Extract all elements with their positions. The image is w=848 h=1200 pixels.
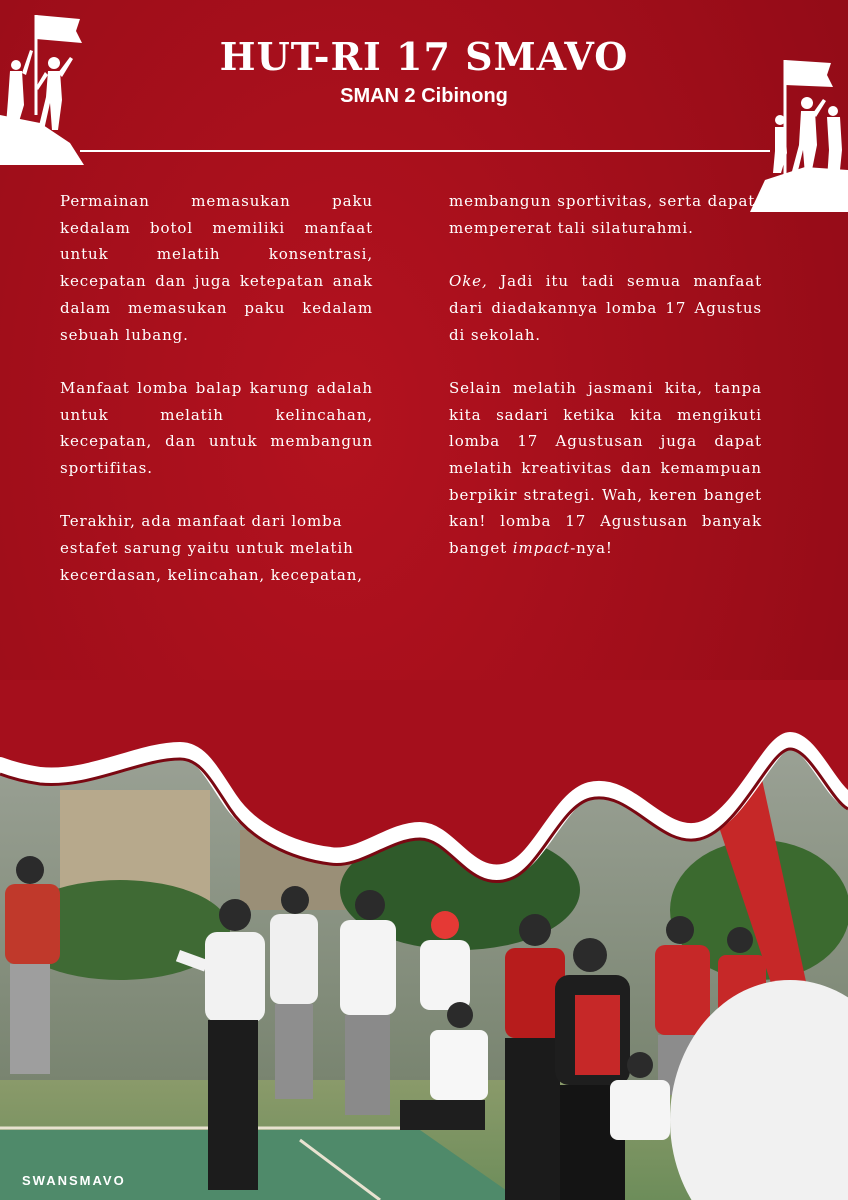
paragraph-estafet-sarung: Terakhir, ada manfaat dari lomba estafet sarung yaitu untuk melatih kecerdasan, kelincahan, kecepatan, [60, 512, 363, 584]
watermark-label: SWANSMAVO [22, 1173, 126, 1188]
selain-text: Selain melatih jasmani kita, tanpa kita sadari ketika kita mengikuti lomba 17 Agustusan juga dapat melatih kreativitas dan kemampuan berpikir strategi. Wah, keren banget kan! lomba 17 Agustusan banyak banget [449, 378, 762, 558]
header-divider [80, 150, 770, 152]
poster-subtitle: SMAN 2 Cibinong [340, 85, 508, 107]
oke-italic: Oke, [449, 272, 488, 291]
oke-rest: Jadi itu tadi semua manfaat dari diadakannya lomba 17 Agustus di sekolah. [449, 272, 762, 344]
wave-divider [0, 680, 848, 910]
paragraph-paku-botol: Permainan memasukan paku kedalam botol memiliki manfaat untuk melatih konsentrasi, kecepatan dan juga ketepatan anak dalam memasukan paku kedalam sebuah lubang. [60, 192, 373, 344]
poster-title: HUT-RI 17 SMAVO [219, 34, 629, 79]
right-text-column [449, 188, 762, 589]
impact-italic: impact [512, 539, 571, 558]
left-text-column [60, 188, 373, 615]
selain-end: -nya! [570, 539, 613, 558]
paragraph-balap-karung: Manfaat lomba balap karung adalah untuk melatih kelincahan, kecepatan, dan untuk membangun sportifitas. [60, 378, 373, 478]
paragraph-sportivitas: membangun sportivitas, serta dapat mempererat tali silaturahmi. [449, 192, 756, 237]
paragraph-selain [449, 375, 762, 562]
paragraph-oke [449, 268, 762, 348]
